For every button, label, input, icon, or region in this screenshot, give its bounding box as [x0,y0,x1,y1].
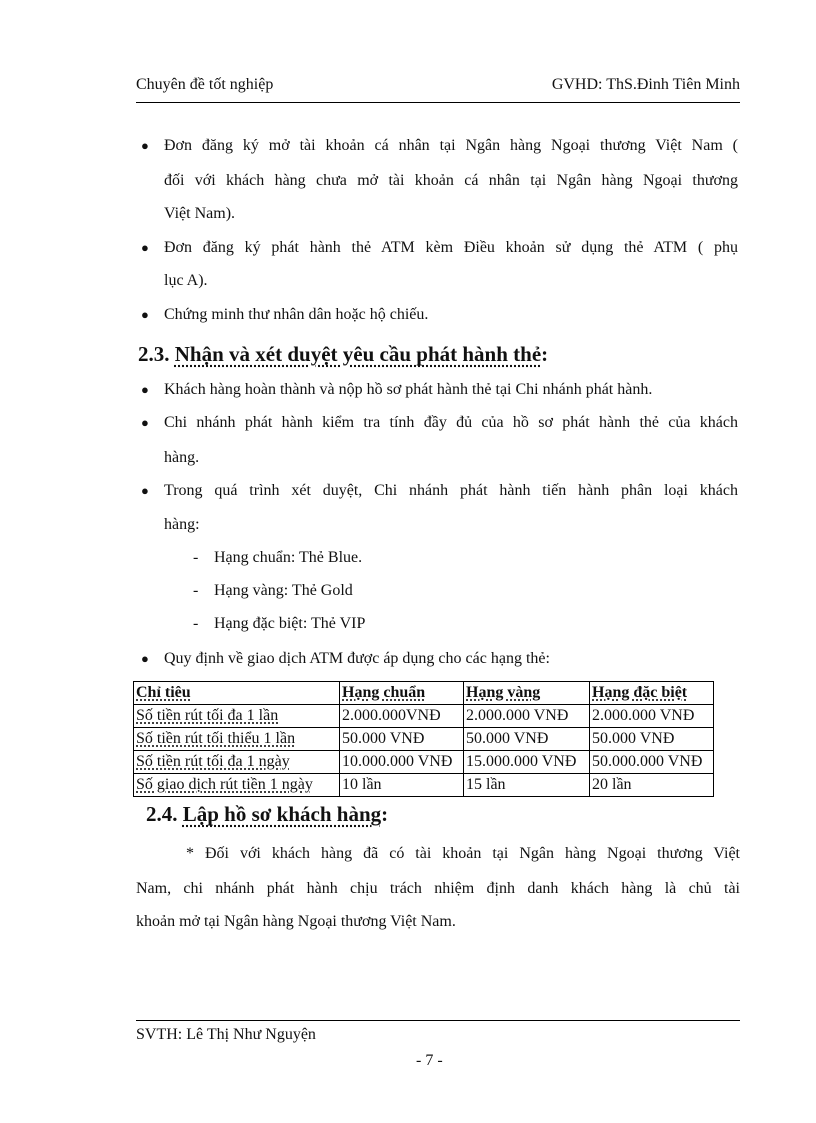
table-row [134,705,714,728]
footer-author: SVTH: Lê Thị Như Nguyện [136,1026,316,1043]
table-cell: Số tiền rút tối đa 1 ngày [134,751,340,774]
table-row [134,774,714,797]
table-cell: 2.000.000 VNĐ [590,705,714,728]
s23-bullet-3-line-2: hàng: [164,516,200,533]
table-cell: 2.000.000 VNĐ [464,705,590,728]
bullet-marker: ● [141,138,149,153]
section-2-3-colon: : [541,342,549,366]
section-2-4-colon: : [381,802,389,826]
table-cell: Số giao dịch rút tiền 1 ngày [134,774,340,797]
intro-bullet-1-line-3: Việt Nam). [164,205,236,222]
table-cell: 50.000 VNĐ [340,728,464,751]
table-header-cell: Hạng chuẩn [340,682,464,705]
table-cell: 10 lần [340,774,464,797]
table-header-row [134,682,714,705]
table-cell: Số tiền rút tối thiểu 1 lần [134,728,340,751]
bullet-marker: ● [141,415,149,430]
dash-marker: - [193,549,199,566]
section-2-4-number: 2.4. [146,802,178,826]
s24-paragraph-line-2: Nam, chi nhánh phát hành chịu trách nhiệm định danh khách hàng là chủ tài [136,880,740,897]
card-tier-vip: Hạng đặc biệt: Thẻ VIP [214,615,366,632]
footer-divider [136,1020,740,1021]
dash-marker: - [193,615,199,632]
table-cell: 15 lần [464,774,590,797]
table-cell: 15.000.000 VNĐ [464,751,590,774]
section-2-3-title: Nhận và xét duyệt yêu cầu phát hành thẻ [174,342,542,366]
section-2-3-number: 2.3. [138,342,170,366]
intro-bullet-1-line-2: đối với khách hàng chưa mở tài khoản cá nhân tại Ngân hàng Ngoại thương [164,172,738,189]
table-cell: 50.000 VNĐ [590,728,714,751]
section-2-4-heading [146,803,388,825]
table-cell: 2.000.000VNĐ [340,705,464,728]
table-intro: Quy định về giao dịch ATM được áp dụng cho các hạng thẻ: [164,650,550,667]
table-row [134,751,714,774]
bullet-marker: ● [141,382,149,397]
table-cell: 10.000.000 VNĐ [340,751,464,774]
table-cell: Số tiền rút tối đa 1 lần [134,705,340,728]
bullet-marker: ● [141,651,149,666]
table-row [134,728,714,751]
intro-bullet-1-line-1: Đơn đăng ký mở tài khoản cá nhân tại Ngân hàng Ngoại thương Việt Nam ( [164,137,738,154]
bullet-marker: ● [141,483,149,498]
s24-paragraph-line-1: * Đối với khách hàng đã có tài khoản tại Ngân hàng Ngoại thương Việt [186,845,740,862]
intro-bullet-3-line-1: Chứng minh thư nhân dân hoặc hộ chiếu. [164,306,429,323]
dash-marker: - [193,582,199,599]
s23-bullet-3-line-1: Trong quá trình xét duyệt, Chi nhánh phát hành tiến hành phân loại khách [164,482,738,499]
table-header-cell: Hạng vàng [464,682,590,705]
table-cell: 50.000.000 VNĐ [590,751,714,774]
section-2-4-title: Lập hồ sơ khách hàng [182,802,382,826]
header-doc-title: Chuyên đề tốt nghiệp [136,76,274,93]
table-cell: 50.000 VNĐ [464,728,590,751]
s23-bullet-1-line-1: Khách hàng hoàn thành và nộp hồ sơ phát hành thẻ tại Chi nhánh phát hành. [164,381,653,398]
s23-bullet-2-line-2: hàng. [164,449,200,466]
card-tier-standard: Hạng chuẩn: Thẻ Blue. [214,549,363,566]
section-2-3-heading [138,343,548,365]
atm-quota-table [133,681,714,797]
intro-bullet-2-line-1: Đơn đăng ký phát hành thẻ ATM kèm Điều khoản sử dụng thẻ ATM ( phụ [164,239,738,256]
s24-paragraph-line-3: khoản mở tại Ngân hàng Ngoại thương Việt Nam. [136,913,456,930]
card-tier-gold: Hạng vàng: Thẻ Gold [214,582,353,599]
page-number: - 7 - [416,1052,443,1069]
table-header-cell: Chỉ tiêu [134,682,340,705]
bullet-marker: ● [141,307,149,322]
header-advisor: GVHD: ThS.Đinh Tiên Minh [551,76,740,93]
table-header-cell: Hạng đặc biệt [590,682,714,705]
s23-bullet-2-line-1: Chi nhánh phát hành kiểm tra tính đầy đủ của hồ sơ phát hành thẻ của khách [164,414,738,431]
page-header [136,76,740,103]
bullet-marker: ● [141,240,149,255]
intro-bullet-2-line-2: lục A). [164,272,208,289]
table-cell: 20 lần [590,774,714,797]
